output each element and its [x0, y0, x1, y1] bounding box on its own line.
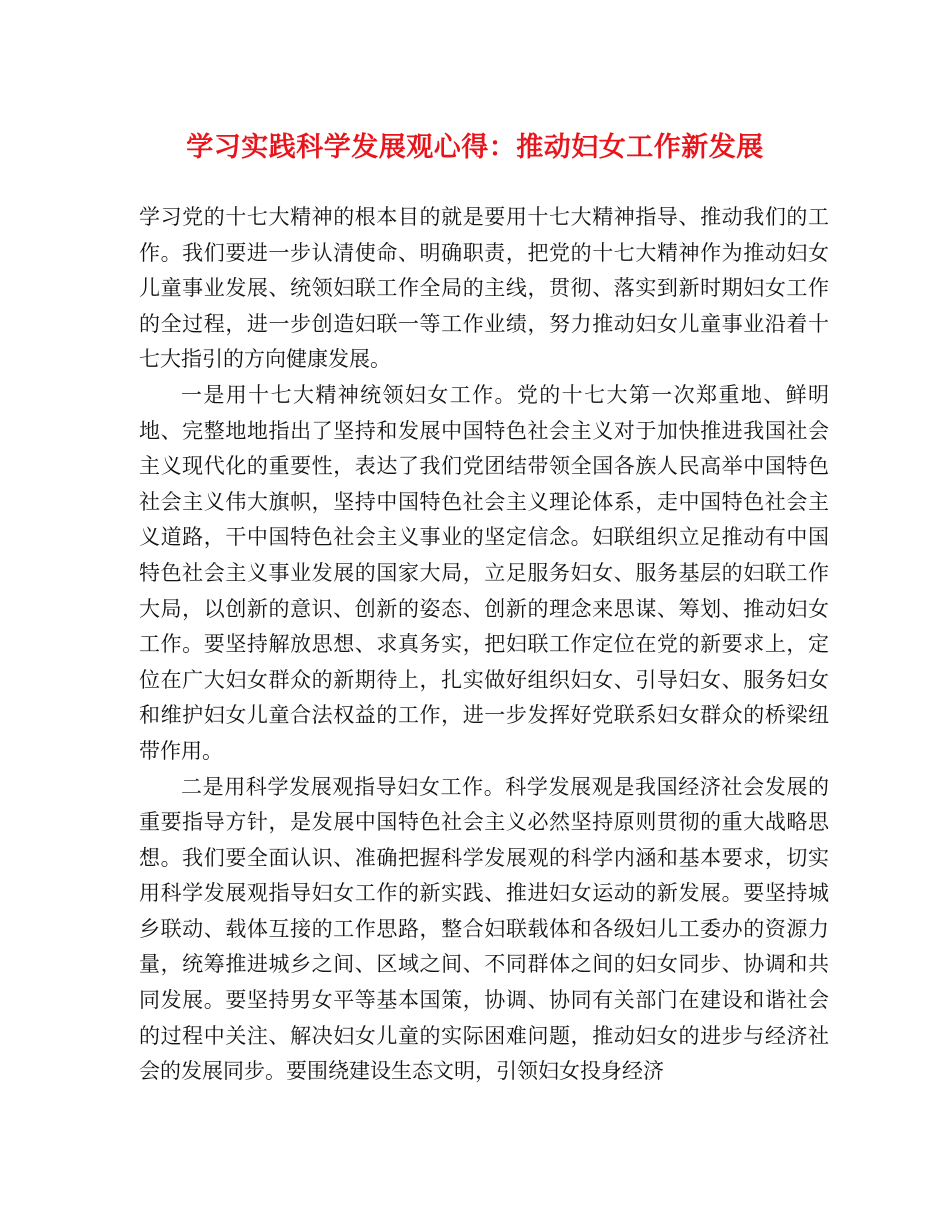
paragraph-intro: 学习党的十七大精神的根本目的就是要用十七大精神指导、推动我们的工作。我们要进一步认清使命、明确职责，把党的十七大精神作为推动妇女儿童事业发展、统领妇联工作全局的主线，贯彻、落实到新时期妇女工作的全过程，进一步创造妇联一等工作业绩，努力推动妇女儿童事业沿着十七大指引的方向健康发展。 [139, 205, 829, 372]
document-body [139, 200, 829, 1090]
paragraph-point-two: 二是用科学发展观指导妇女工作。科学发展观是我国经济社会发展的重要指导方针，是发展中国特色社会主义必然坚持原则贯彻的重大战略思想。我们要全面认识、准确把握科学发展观的科学内涵和基本要求，切实用科学发展观指导妇女工作的新实践、推进妇女运动的新发展。要坚持城乡联动、载体互接的工作思路，整合妇联载体和各级妇儿工委办的资源力量，统筹推进城乡之间、区域之间、不同群体之间的妇女同步、协调和共同发展。要坚持男女平等基本国策，协调、协同有关部门在建设和谐社会的过程中关注、解决妇女儿童的实际困难问题，推动妇女的进步与经济社会的发展同步。要围绕建设生态文明，引领妇女投身经济 [139, 774, 829, 1084]
paragraph-point-one: 一是用十七大精神统领妇女工作。党的十七大第一次郑重地、鲜明地、完整地地指出了坚持和发展中国特色社会主义对于加快推进我国社会主义现代化的重要性，表达了我们党团结带领全国各族人民高举中国特色社会主义伟大旗帜，坚持中国特色社会主义理论体系，走中国特色社会主义道路，干中国特色社会主义事业的坚定信念。妇联组织立足推动有中国特色社会主义事业发展的国家大局，立足服务妇女、服务基层的妇联工作大局，以创新的意识、创新的姿态、创新的理念来思谋、筹划、推动妇女工作。要坚持解放思想、求真务实，把妇联工作定位在党的新要求上，定位在广大妇女群众的新期待上，扎实做好组织妇女、引导妇女、服务妇女和维护妇女儿童合法权益的工作，进一步发挥好党联系妇女群众的桥梁纽带作用。 [139, 382, 829, 763]
document-title: 学习实践科学发展观心得：推动妇女工作新发展 [186, 132, 764, 163]
